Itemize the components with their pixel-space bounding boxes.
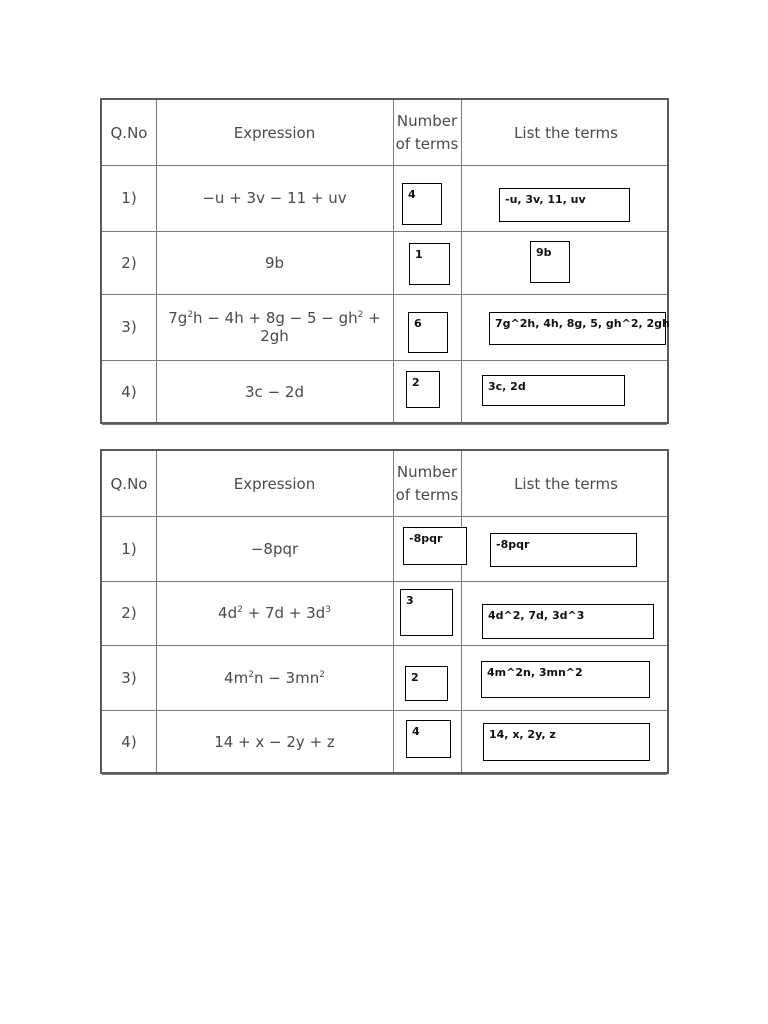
expression: 14 + x − 2y + z [214,733,335,751]
expression: $4d^2 + 7d + 3d^3$ [218,604,331,622]
term-count-answer-box[interactable]: -8pqr [403,527,467,565]
terms-list-answer-box[interactable]: 4m^2n, 3mn^2 [481,661,650,698]
terms-list-answer-box[interactable]: 9b [530,241,570,283]
table-row [102,231,667,295]
question-number: 1) [121,539,137,558]
header-row [102,451,667,517]
header-expression: Expression [233,123,316,142]
terms-list-answer-box[interactable]: -8pqr [490,533,637,567]
term-count-answer-box[interactable]: 3 [400,589,453,636]
terms-list-answer-box[interactable]: 14, x, 2y, z [483,723,650,761]
header-list-terms: List the terms [514,123,618,142]
question-number: 2) [121,253,137,272]
terms-list-answer-box[interactable]: 4d^2, 7d, 3d^3 [482,604,654,639]
question-number: 4) [121,733,137,751]
question-number: 3) [121,318,137,336]
expression: $4m^2n - 3mn^2$ [224,668,325,687]
header-expression: Expression [233,474,316,493]
term-count-answer-box[interactable]: 2 [405,666,448,701]
column-divider [393,100,394,422]
column-divider [461,451,462,772]
term-count-answer-box[interactable]: 2 [406,371,440,408]
expression: 9b [264,253,285,272]
header-number-of-terms: Number of terms [395,111,459,153]
term-count-answer-box[interactable]: 4 [406,720,451,758]
header-number-of-terms: Number of terms [395,462,459,504]
column-divider [156,451,157,772]
terms-list-answer-box[interactable]: 3c, 2d [482,375,625,406]
expression: 3c − 2d [245,383,304,401]
question-number: 4) [121,383,137,401]
question-number: 2) [121,604,137,622]
terms-list-answer-box[interactable]: -u, 3v, 11, uv [499,188,630,222]
expression: −8pqr [250,539,299,558]
expression: $7g^2h - 4h + 8g - 5 - gh^2 + 2gh$ [168,309,381,345]
column-divider [156,100,157,422]
term-count-answer-box[interactable]: 1 [409,243,450,285]
question-number: 1) [121,189,137,207]
question-number: 3) [121,668,137,687]
terms-list-answer-box[interactable]: 7g^2h, 4h, 8g, 5, gh^2, 2gh [489,312,666,345]
expression: −u + 3v − 11 + uv [202,189,347,207]
header-qno: Q.No [110,123,148,142]
term-count-answer-box[interactable]: 6 [408,312,448,353]
column-divider [461,100,462,422]
term-count-answer-box[interactable]: 4 [402,183,442,225]
header-qno: Q.No [110,474,148,493]
column-divider [393,451,394,772]
header-row [102,100,667,166]
header-list-terms: List the terms [514,474,618,493]
